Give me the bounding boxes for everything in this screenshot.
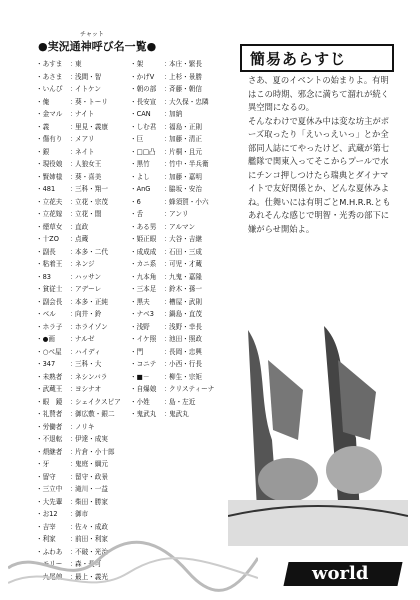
list-item-name: シェイクスピア	[75, 397, 121, 406]
list-item-name: 浅野・幸長	[169, 322, 202, 331]
list-title-text: ●実況通神呼び名一覧●	[38, 40, 157, 53]
list-item-separator: ：	[70, 272, 77, 281]
list-item-separator: ：	[70, 210, 77, 218]
list-item-separator: ：	[70, 360, 77, 368]
list-item-separator: ：	[70, 335, 77, 343]
list-item-handle: ・●画	[36, 335, 55, 343]
list-item-name: 伊達・成実	[75, 435, 108, 443]
list-item-handle: ・AnG	[130, 185, 151, 193]
list-item-separator: ：	[70, 122, 77, 131]
list-item-handle: ・かげV	[130, 72, 155, 81]
list-item-name: 蜂須賀・小六	[169, 197, 209, 206]
list-item-name: 鈴木・孫一	[169, 285, 202, 293]
list-item-name: 石田・三成	[169, 247, 202, 256]
list-item-handle: ・自爆娘	[130, 385, 157, 393]
list-item-separator: ：	[70, 460, 77, 468]
list-item	[36, 333, 130, 346]
list-item-separator: ：	[70, 60, 77, 68]
list-item-name: 本多・二代	[75, 247, 108, 256]
list-item-handle: ・6	[130, 197, 141, 206]
list-item-separator: ：	[164, 285, 171, 293]
list-item-name: 本庄・繁長	[169, 60, 202, 68]
list-item-handle: ・不退転	[36, 435, 63, 443]
list-item	[36, 146, 130, 159]
list-item	[130, 321, 224, 334]
list-item	[36, 171, 130, 184]
list-item	[36, 121, 130, 134]
summary-text	[248, 74, 392, 236]
list-item-handle: ・九本角	[130, 272, 157, 281]
list-item-separator: ：	[70, 85, 77, 93]
list-item-name: 島・左近	[169, 397, 196, 406]
list-item-separator: ：	[164, 272, 171, 281]
list-item-separator: ：	[164, 97, 171, 106]
summary-title: 簡易あらすじ	[250, 50, 347, 68]
list-item-handle: ・ある男	[130, 222, 157, 231]
list-item-separator: ：	[70, 510, 77, 518]
list-item-name: 滝川・一益	[75, 485, 108, 493]
list-item-name: アンリ	[169, 210, 189, 218]
list-item-separator: ：	[70, 297, 77, 306]
list-item-handle: ・黒竹	[130, 160, 150, 168]
list-item-separator: ：	[164, 347, 171, 356]
list-item-name: 前田・利家	[75, 535, 108, 543]
summary-heading-box	[240, 44, 394, 72]
list-item-name: ナイト	[75, 110, 95, 118]
list-item-separator: ：	[164, 122, 171, 131]
list-item-handle: ・銀	[36, 147, 50, 156]
list-item-name: 本多・正純	[75, 297, 108, 306]
list-item	[36, 208, 130, 221]
list-item-separator: ：	[164, 410, 171, 418]
list-item-handle: ・あすま	[36, 60, 63, 68]
summary-paragraph-2: そんなわけで夏休み中は変な坊主がポーズ取ったり「えいっえいっ」とか全部同人誌にてやったけど、武蔵が第七艦隊で関東入ってそこからプールで水にチンコ押しつけたら瑞典とダイナマイトで友好関係とか、どんな夏休みよね。仕舞いには有明ごとM.H.R.R.ともあれそんな感じで明智・光秀の部下に嫌がらせ開始よ。	[248, 115, 391, 234]
list-item-name: 里見・義康	[75, 122, 108, 131]
list-item-separator: ：	[164, 147, 171, 156]
list-item-handle: ・門	[130, 347, 144, 356]
list-item-handle: ・煙草女	[36, 222, 63, 231]
list-item-handle: ・吉宰	[36, 522, 56, 531]
list-item-separator: ：	[164, 222, 171, 231]
list-item	[36, 133, 130, 146]
list-item-name: 片桐・且元	[169, 147, 202, 156]
character-illustration	[228, 320, 408, 546]
list-item-name: 福島・正則	[169, 122, 202, 131]
list-item-separator: ：	[164, 260, 171, 268]
list-item-separator: ：	[164, 60, 171, 68]
list-item	[130, 258, 224, 271]
list-item-name: 留守・政景	[75, 472, 108, 481]
list-item	[36, 158, 130, 171]
list-item-handle: ・ベル	[36, 310, 56, 318]
list-item-name: 三科・大	[75, 360, 102, 368]
list-item-handle: ・CAN	[130, 110, 151, 118]
list-item	[130, 208, 224, 221]
list-item	[36, 296, 130, 309]
list-item-separator: ：	[70, 110, 77, 118]
list-item-separator: ：	[70, 535, 77, 543]
list-item	[130, 183, 224, 196]
list-item-handle: ・347	[36, 360, 56, 368]
list-item	[130, 171, 224, 184]
list-item-separator: ：	[70, 347, 77, 356]
list-column-1	[36, 58, 130, 583]
list-item-separator: ：	[70, 222, 77, 231]
list-item-name: 長岡・忠興	[169, 347, 202, 356]
list-item	[130, 346, 224, 359]
list-item	[130, 196, 224, 209]
list-item-handle: ・牙	[36, 460, 50, 468]
list-item-separator: ：	[164, 185, 171, 193]
decorative-scribble	[8, 528, 258, 598]
list-item-name: 点蔵	[75, 235, 89, 243]
list-item	[130, 333, 224, 346]
list-item-handle: ・武蔵王	[36, 385, 63, 393]
list-item	[130, 308, 224, 321]
list-item	[36, 496, 130, 509]
list-item-handle: ・義	[36, 122, 50, 131]
list-item	[36, 433, 130, 446]
list-item-handle: ・大先輩	[36, 497, 63, 506]
list-item-handle: ・お12	[36, 510, 58, 518]
list-item	[36, 108, 130, 121]
list-item-handle: ・賢姉様	[36, 172, 63, 181]
list-item-name: ネシンバラ	[75, 372, 108, 381]
illustration-drawing	[228, 320, 408, 546]
list-item	[130, 246, 224, 259]
list-item-separator: ：	[70, 235, 77, 243]
list-item	[36, 508, 130, 521]
list-item-name: 脇坂・安治	[169, 185, 202, 193]
list-item-separator: ：	[70, 160, 77, 168]
chapter-banner-text: world	[312, 563, 369, 584]
list-item-name: 柴田・勝家	[75, 497, 108, 506]
list-item	[36, 96, 130, 109]
list-item-handle: ・煩継者	[36, 447, 63, 456]
list-item-handle: ・副会長	[36, 297, 63, 306]
summary-paragraph-1: さあ、夏のイベントの始まりよ。有明はこの時期、邪念に満ちて溜れが続く異空間になるの。	[248, 75, 389, 112]
list-item	[36, 183, 130, 196]
list-item-separator: ：	[70, 560, 77, 568]
list-item-name: ハイディ	[75, 347, 101, 356]
list-item-separator: ：	[164, 135, 171, 143]
list-item-handle: ・現役娘	[36, 160, 63, 168]
list-item-separator: ：	[70, 485, 77, 493]
list-item	[36, 458, 130, 471]
list-item-name: 加藤・嘉明	[169, 172, 202, 181]
list-item-name: 大谷・吉継	[169, 235, 202, 243]
list-item-handle: ・コニテ	[130, 360, 157, 368]
list-item-name: イトケン	[75, 85, 101, 93]
list-item-name: 最上・義光	[75, 572, 108, 581]
list-item-name: 鍋島・直茂	[169, 310, 202, 318]
list-item-separator: ：	[70, 547, 77, 556]
list-item	[36, 421, 130, 434]
list-item-handle: ・立花嫁	[36, 210, 63, 218]
list-item-name: メアリ	[75, 135, 95, 143]
list-item-handle: ・眼 鏡	[36, 397, 63, 406]
list-item-separator: ：	[164, 247, 171, 256]
list-item-handle: ・貧従士	[36, 285, 63, 293]
list-item-separator: ：	[70, 322, 77, 331]
list-item-name: ノリキ	[75, 422, 95, 431]
list-item	[36, 233, 130, 246]
list-item-handle: ・俺	[36, 97, 50, 106]
list-item-name: 直政	[75, 222, 89, 231]
list-item-name: 小西・行長	[169, 360, 202, 368]
list-item-name: 人狼女王	[75, 160, 102, 168]
list-item-name: ネンジ	[75, 260, 95, 268]
list-item-name: 鬼庭・綱元	[75, 460, 108, 468]
list-item-separator: ：	[70, 135, 77, 143]
list-item-handle: ・よし	[130, 172, 150, 181]
list-item	[130, 121, 224, 134]
list-item-separator: ：	[70, 410, 77, 418]
list-item	[36, 321, 130, 334]
list-item-handle: ・鬼武丸	[130, 410, 157, 418]
list-item-separator: ：	[164, 385, 171, 393]
list-item-name: アルマン	[169, 222, 196, 231]
list-item-name: 可児・才蔵	[169, 260, 202, 268]
list-item	[36, 83, 130, 96]
list-item-name: クリスティーナ	[169, 385, 215, 393]
list-item-handle: ・姫正眼	[130, 235, 157, 243]
list-item-separator: ：	[70, 310, 77, 318]
list-item-handle: ・カニ系	[130, 260, 157, 268]
list-item	[130, 108, 224, 121]
list-item-separator: ：	[70, 185, 77, 193]
list-item-handle: ・粘着王	[36, 260, 63, 268]
list-item-name: 向井・鈴	[75, 310, 102, 318]
list-item-handle: ・留守	[36, 472, 56, 481]
list-item-separator: ：	[70, 422, 77, 431]
list-item	[130, 146, 224, 159]
list-item-name: 浅間・智	[75, 72, 102, 81]
list-item-separator: ：	[70, 260, 77, 268]
list-item-handle: ・金マル	[36, 110, 63, 118]
list-item-name: 立花・宗茂	[75, 197, 108, 206]
nickname-list	[30, 28, 226, 581]
list-item-separator: ：	[164, 85, 171, 93]
list-item-name: 加納	[169, 110, 183, 118]
list-item	[36, 271, 130, 284]
list-item-separator: ：	[70, 572, 77, 581]
list-item	[130, 283, 224, 296]
list-item	[36, 308, 130, 321]
list-item-separator: ：	[70, 522, 77, 531]
list-item-separator: ：	[164, 310, 171, 318]
list-item-name: 森・長可	[75, 560, 102, 568]
list-item-name: ナルゼ	[75, 335, 95, 343]
list-item-separator: ：	[70, 247, 77, 256]
list-item-separator: ：	[70, 372, 77, 381]
list-item-separator: ：	[164, 335, 171, 343]
list-item-name: 柳生・宗矩	[169, 372, 202, 381]
list-item-handle: ・ホラ子	[36, 322, 63, 331]
list-column-2	[130, 58, 224, 421]
list-item-name: 不破・光治	[75, 547, 108, 556]
list-item-name: 御市	[75, 510, 89, 518]
list-item-separator: ：	[70, 447, 77, 456]
list-item	[130, 83, 224, 96]
list-title	[38, 31, 157, 54]
list-item-handle: ・朝の部	[130, 85, 157, 93]
list-item-handle: ・利家	[36, 535, 56, 543]
list-item	[36, 383, 130, 396]
list-item-handle: ・三立中	[36, 485, 63, 493]
list-item-name: 加藤・清正	[169, 135, 202, 143]
list-item-handle: ・礼賛者	[36, 410, 63, 418]
list-item-handle: ・481	[36, 185, 56, 193]
list-item-handle: ・小姓	[130, 397, 150, 406]
list-item-separator: ：	[70, 72, 77, 81]
list-item-handle: ・□□凸	[130, 147, 156, 156]
list-item-name: アデーレ	[75, 285, 102, 293]
list-item	[36, 408, 130, 421]
list-item-separator: ：	[70, 172, 77, 181]
list-item-separator: ：	[70, 397, 77, 406]
list-item-name: ヨシナオ	[75, 385, 102, 393]
list-item-separator: ：	[164, 235, 171, 243]
list-item-handle: ・十ZO	[36, 235, 59, 243]
list-item	[36, 371, 130, 384]
list-item	[36, 358, 130, 371]
list-item-separator: ：	[70, 435, 77, 443]
list-item-handle: ・黒夫	[130, 297, 150, 306]
list-item-separator: ：	[164, 360, 171, 368]
list-item-name: ネイト	[75, 147, 95, 156]
list-item-separator: ：	[70, 497, 77, 506]
list-item	[130, 271, 224, 284]
list-item-separator: ：	[70, 472, 77, 481]
list-item-handle: ・浅野	[130, 322, 150, 331]
list-item	[36, 396, 130, 409]
list-item	[36, 58, 130, 71]
list-item-separator: ：	[164, 160, 171, 168]
list-item-separator: ：	[164, 110, 171, 118]
list-item-handle: ・長安宣	[130, 97, 157, 106]
list-item	[130, 358, 224, 371]
list-item	[130, 58, 224, 71]
list-item	[36, 483, 130, 496]
list-item-handle: ・イケ照	[130, 335, 157, 343]
list-item-name: 御広敷・銀二	[75, 410, 115, 418]
list-item-handle: ・巨	[130, 135, 144, 143]
list-item-handle: ・83	[36, 272, 51, 281]
list-item-name: 池田・照政	[169, 335, 202, 343]
list-item-separator: ：	[70, 285, 77, 293]
list-item-separator: ：	[164, 397, 171, 406]
list-item-handle: ・傷有り	[36, 135, 63, 143]
list-item-name: 大久保・忠隣	[169, 97, 209, 106]
list-item	[130, 71, 224, 84]
list-item-separator: ：	[164, 372, 171, 381]
list-item-name: 立花・誾	[75, 210, 102, 218]
list-item-name: 葵・トーリ	[75, 97, 108, 106]
list-item-name: 佐々・成政	[75, 522, 108, 531]
list-item	[130, 371, 224, 384]
list-item-handle: ・モリー	[36, 560, 63, 568]
list-item-name: 片倉・小十郎	[75, 447, 115, 456]
list-item-handle: ・副長	[36, 247, 56, 256]
list-item-name: 三科・翔一	[75, 185, 108, 193]
list-item-handle: ・ナベ3	[130, 310, 154, 318]
list-item-name: 東	[75, 60, 82, 68]
list-item-separator: ：	[70, 147, 77, 156]
list-item-name: 鬼武丸	[169, 410, 189, 418]
list-title-ruby: チャット	[80, 31, 104, 38]
list-item-separator: ：	[70, 97, 77, 106]
list-item	[36, 258, 130, 271]
list-item-handle: ・しむ君	[130, 122, 157, 131]
list-item-separator: ：	[164, 322, 171, 331]
list-item-handle: ・いんぴ	[36, 85, 63, 93]
list-item	[36, 346, 130, 359]
list-item	[130, 96, 224, 109]
list-item-separator: ：	[164, 172, 171, 181]
list-item-name: 九鬼・嘉隆	[169, 272, 202, 281]
list-item	[36, 196, 130, 209]
list-item-separator: ：	[164, 197, 171, 206]
list-item	[130, 408, 224, 421]
list-item	[130, 221, 224, 234]
list-item-name: ハッサン	[75, 272, 102, 281]
list-item-name: 槽屋・武則	[169, 297, 202, 306]
list-item-handle: ・九尾娘	[36, 572, 63, 581]
list-item	[36, 221, 130, 234]
list-item-handle: ・舌	[130, 210, 144, 218]
list-item-handle: ・未熟者	[36, 372, 63, 381]
list-item-name: 上杉・景勝	[169, 72, 202, 81]
list-item-handle: ・架	[130, 60, 144, 68]
list-item	[130, 396, 224, 409]
list-item	[130, 133, 224, 146]
list-item	[130, 383, 224, 396]
list-item-name: 斉藤・朝信	[169, 85, 202, 93]
list-item	[36, 246, 130, 259]
list-item-handle: ・あさま	[36, 72, 63, 81]
list-item-name: ホライゾン	[75, 322, 108, 331]
list-item-separator: ：	[70, 385, 77, 393]
list-item-name: 竹中・半兵衛	[169, 160, 209, 168]
list-item-handle: ・三本足	[130, 285, 157, 293]
list-item	[36, 283, 130, 296]
list-item	[130, 233, 224, 246]
list-item-separator: ：	[70, 197, 77, 206]
list-item-handle: ・成成成	[130, 247, 157, 256]
list-item	[130, 158, 224, 171]
list-item-handle: ・立花夫	[36, 197, 63, 206]
list-item	[36, 446, 130, 459]
list-item	[36, 471, 130, 484]
list-item-handle: ・■－	[130, 372, 150, 381]
list-item-handle: ・労働者	[36, 422, 63, 431]
list-item-handle: ・ふわあ	[36, 547, 63, 556]
list-item-separator: ：	[164, 72, 171, 81]
list-item-name: 葵・喜美	[75, 172, 102, 181]
list-item-handle: ・○べ屋	[36, 347, 62, 356]
list-item	[36, 71, 130, 84]
list-item-separator: ：	[164, 297, 171, 306]
list-item-separator: ：	[164, 210, 171, 218]
list-item	[130, 296, 224, 309]
